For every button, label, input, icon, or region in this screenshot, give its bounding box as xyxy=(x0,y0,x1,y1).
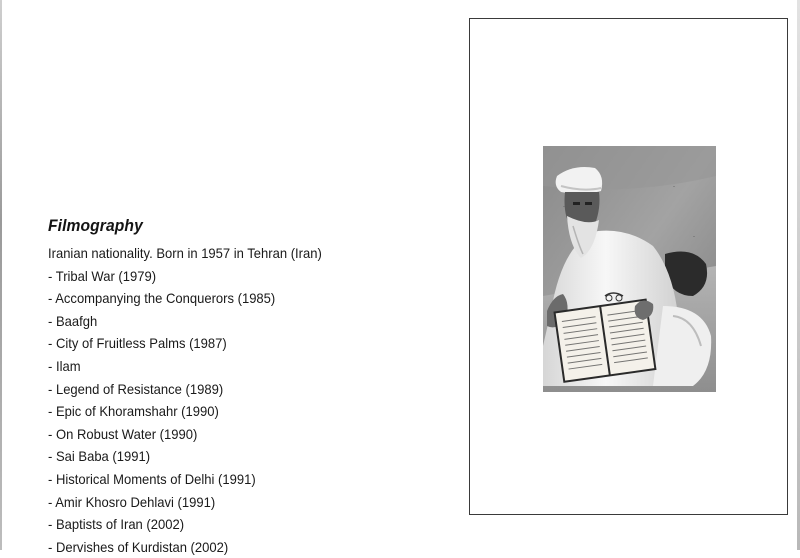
film-item: - Baptists of Iran (2002) xyxy=(48,516,185,533)
film-item: - Sai Baba (1991) xyxy=(48,448,151,465)
biography-line: Iranian nationality. Born in 1957 in Tehran (Iran) xyxy=(48,245,322,261)
film-item: - City of Fruitless Palms (1987) xyxy=(48,335,227,352)
film-item: - Accompanying the Conquerors (1985) xyxy=(48,290,276,307)
filmography-section xyxy=(48,216,448,558)
film-item: - Ilam xyxy=(48,357,81,374)
film-item: - Amir Khosro Dehlavi (1991) xyxy=(48,493,216,510)
film-item: - Tribal War (1979) xyxy=(48,267,157,284)
portrait-photo xyxy=(543,146,716,392)
film-item: - Dervishes of Kurdistan (2002) xyxy=(48,538,229,555)
page-edge xyxy=(0,0,2,550)
film-item: - Baafgh xyxy=(48,312,98,329)
film-list xyxy=(48,265,448,558)
film-item: - Historical Moments of Delhi (1991) xyxy=(48,470,256,487)
section-heading: Filmography xyxy=(48,216,143,235)
film-item: - Epic of Khoramshahr (1990) xyxy=(48,403,219,420)
film-item: - On Robust Water (1990) xyxy=(48,425,198,442)
film-item: - Legend of Resistance (1989) xyxy=(48,380,224,397)
